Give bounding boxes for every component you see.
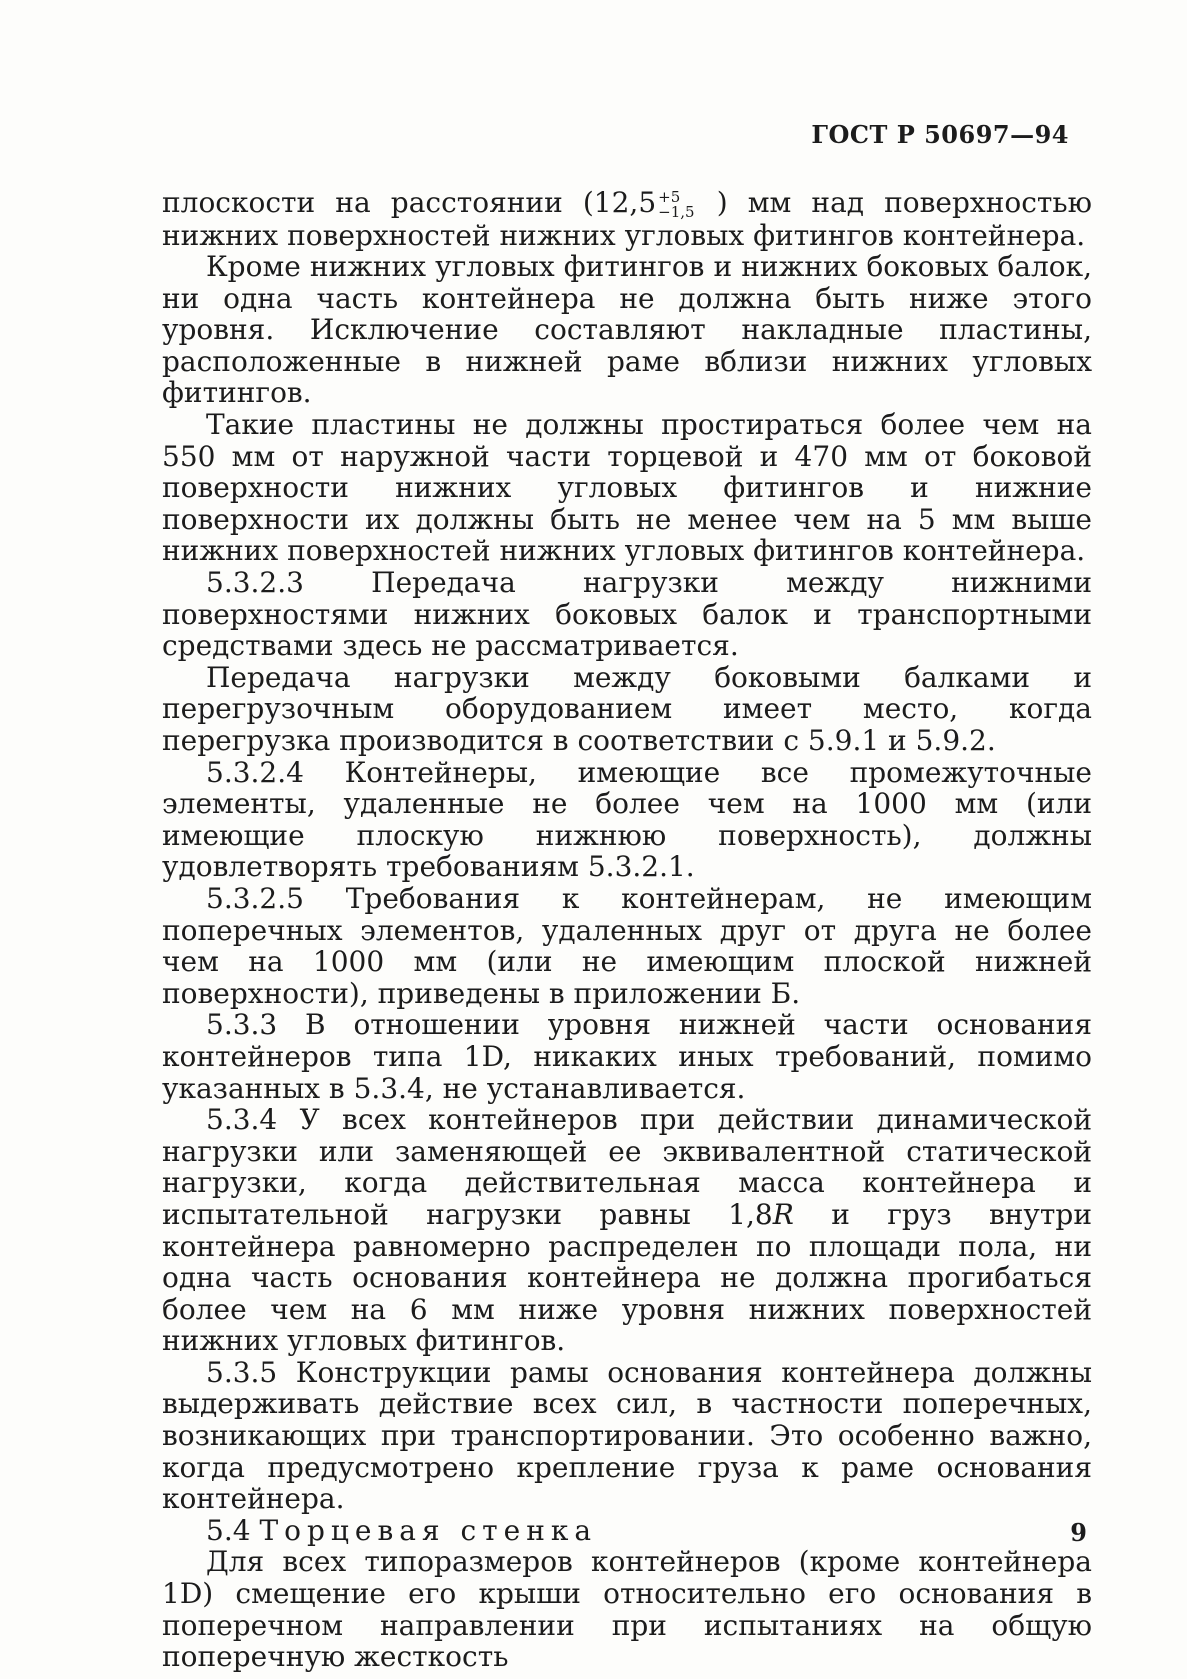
symbol-r: R	[772, 1197, 794, 1231]
paragraph-1	[162, 187, 1092, 251]
clause-5-3-2-3: 5.3.2.3 Передача нагрузки между нижними поверхностями нижних боковых балок и транспортными средствами здесь не рассматривается.	[162, 566, 1092, 663]
tolerance-upper: +5	[658, 187, 681, 206]
paragraph-5: Передача нагрузки между боковыми балками и перегрузочным оборудованием имеет место, когда перегрузка производится в соответствии с 5.9.1 и 5.9.2.	[162, 660, 1092, 757]
standard-code: ГОСТ Р 50697—94	[811, 120, 1069, 149]
document-body	[162, 187, 1092, 1673]
paragraph-12: Для всех типоразмеров контейнеров (кроме контейнера 1D) смещение его крыши относительно его основания в поперечном направлении при испытаниях на общую поперечную жесткость	[162, 1545, 1092, 1674]
clause-5-3-4	[162, 1104, 1092, 1357]
clause-5-3-3: 5.3.3 В отношении уровня нижней части основания контейнеров типа 1D, никаких иных требований, помимо указанных в 5.3.4, не устанавливается.	[162, 1008, 1092, 1105]
clause-5-3-2-5: 5.3.2.5 Требования к контейнерам, не имеющим поперечных элементов, удаленных друг от друга не более чем на 1000 мм (или не имеющим плоской нижней поверхности), приведены в приложении Б.	[162, 881, 1092, 1010]
clause-5-3-4-text-start: 5.3.4 У всех контейнеров при действии динамической нагрузки или заменяющей ее эквивалентной статической нагрузки, когда действительная масса контейнера и испытательной нагрузки равны 1,8	[162, 1103, 1092, 1231]
clause-5-3-5: 5.3.5 Конструкции рамы основания контейнера должны выдерживать действие всех сил, в частности поперечных, возникающих при транспортировании. Это особенно важно, когда предусмотрено крепление груза к раме основания контейнера.	[162, 1355, 1092, 1516]
section-heading-5-4	[162, 1515, 1092, 1547]
section-number: 5.4	[206, 1513, 251, 1547]
paragraph-1-text-start: плоскости на расстоянии (12,5	[162, 186, 657, 219]
paragraph-2: Кроме нижних угловых фитингов и нижних боковых балок, ни одна часть контейнера не должна быть ниже этого уровня. Исключение составляют накладные пластины, расположенные в нижней раме вблизи нижних угловых фитингов.	[162, 250, 1092, 410]
paragraph-3: Такие пластины не должны простираться более чем на 550 мм от наружной части торцевой и 470 мм от боковой поверхности нижних угловых фитингов и нижние поверхности их должны быть не менее чем на 5 мм выше нижних поверхностей нижних угловых фитингов контейнера.	[162, 408, 1092, 568]
page-number: 9	[1070, 1518, 1087, 1547]
paragraph-1-text-end: ) мм над поверхностью нижних поверхностей нижних угловых фитингов контейнера.	[162, 186, 1093, 252]
tolerance	[658, 187, 695, 221]
clause-5-3-2-4: 5.3.2.4 Контейнеры, имеющие все промежуточные элементы, удаленные не более чем на 1000 мм (или имеющие плоскую нижнюю поверхность), должны удовлетворять требованиям 5.3.2.1.	[162, 755, 1092, 884]
clause-5-3-4-text-end: и груз внутри контейнера равномерно распределен по площади пола, ни одна часть основания контейнера не должна прогибаться более чем на 6 мм ниже уровня нижних поверхностей нижних угловых фитингов.	[162, 1197, 1092, 1358]
tolerance-lower: −1,5	[658, 202, 695, 221]
section-title: Торцевая стенка	[259, 1513, 598, 1547]
